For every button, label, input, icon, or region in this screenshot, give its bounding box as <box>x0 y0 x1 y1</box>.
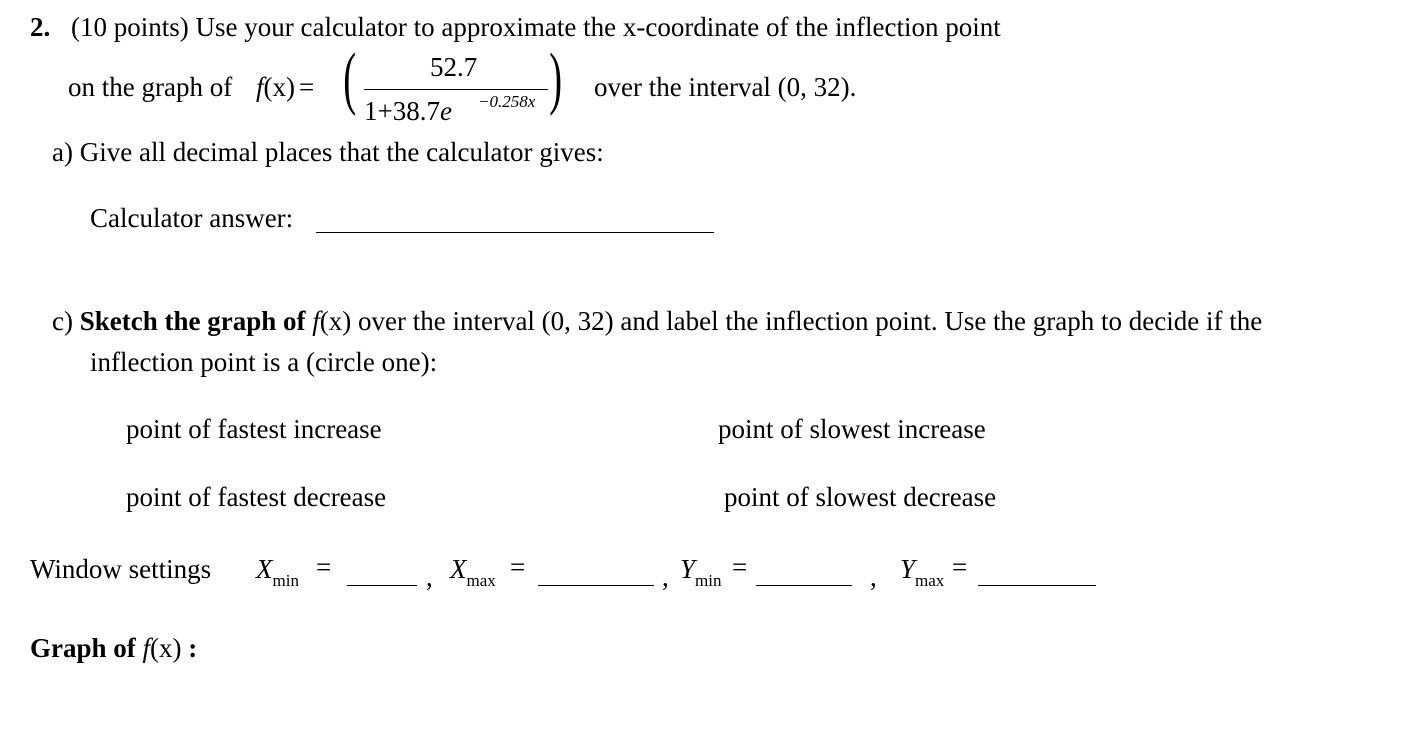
calculator-answer-label: Calculator answer: <box>90 203 294 233</box>
choice-fastest-decrease[interactable]: point of fastest decrease <box>126 482 387 512</box>
numerator: 52.7 <box>430 52 478 82</box>
xmax-label <box>450 554 496 590</box>
xmax-blank[interactable] <box>538 585 654 586</box>
function-label <box>256 72 314 103</box>
choice-slowest-increase[interactable]: point of slowest increase <box>718 414 986 444</box>
part-c-function: f <box>312 306 320 336</box>
part-c-arg: (x) <box>319 306 352 336</box>
function-name: f <box>256 72 264 102</box>
xmin-var: X <box>256 554 273 584</box>
function-equals: = <box>299 72 315 102</box>
calculator-answer-blank[interactable] <box>316 232 714 233</box>
graph-label-function: f <box>142 633 151 663</box>
ymin-comma: , <box>870 562 877 592</box>
choice-slowest-decrease[interactable]: point of slowest decrease <box>724 482 997 512</box>
ymin-blank[interactable] <box>756 585 852 586</box>
denominator-e: e <box>439 96 452 126</box>
ymax-sub: max <box>915 571 945 590</box>
ymax-blank[interactable] <box>978 585 1096 586</box>
part-c-line1 <box>52 306 1262 337</box>
ymax-equals: = <box>952 552 968 582</box>
graph-prefix-text: on the graph of <box>68 72 233 102</box>
ymin-equals: = <box>732 552 748 582</box>
exponent: −0.258x <box>478 92 536 111</box>
xmax-comma: , <box>662 562 669 592</box>
denominator <box>364 96 452 127</box>
part-c-prefix: c) <box>52 306 73 336</box>
graph-label-prefix: Graph of <box>30 633 136 663</box>
xmax-var: X <box>450 554 467 584</box>
denominator-base: 1+38.7 <box>364 96 440 126</box>
ymax-var: Y <box>900 554 916 584</box>
part-a-prompt: a) Give all decimal places that the calculator gives: <box>52 137 604 167</box>
graph-label-arg: (x) <box>150 633 182 663</box>
xmin-comma: , <box>426 562 433 592</box>
function-arg: (x) <box>263 72 295 102</box>
xmin-label <box>256 554 299 590</box>
xmin-equals: = <box>316 552 332 582</box>
problem-intro: (10 points) Use your calculator to approximate the x-coordinate of the inflection point <box>71 12 1001 42</box>
problem-number: 2. <box>30 12 51 42</box>
ymin-var: Y <box>680 554 696 584</box>
graph-label-colon: : <box>188 633 198 663</box>
xmax-equals: = <box>510 552 526 582</box>
xmin-sub: min <box>272 571 299 590</box>
part-c-line2: inflection point is a (circle one): <box>90 347 438 377</box>
fraction-bar <box>364 89 548 90</box>
problem-statement <box>30 12 1001 43</box>
part-c-rest: over the interval (0, 32) and label the inflection point. Use the graph to decide if the <box>358 306 1263 336</box>
interval-text: over the interval (0, 32). <box>594 72 857 102</box>
ymin-sub: min <box>695 571 722 590</box>
window-settings-label: Window settings <box>30 554 212 584</box>
ymin-label <box>680 554 722 590</box>
calculator-answer-row <box>90 203 293 234</box>
xmin-blank[interactable] <box>347 585 417 586</box>
xmax-sub: max <box>466 571 496 590</box>
part-c-bold-text: Sketch the graph of <box>79 306 306 336</box>
choice-fastest-increase[interactable]: point of fastest increase <box>126 414 382 444</box>
graph-label <box>30 633 197 664</box>
ymax-label <box>900 554 945 590</box>
right-paren: ) <box>549 40 563 117</box>
left-paren: ( <box>343 40 357 117</box>
